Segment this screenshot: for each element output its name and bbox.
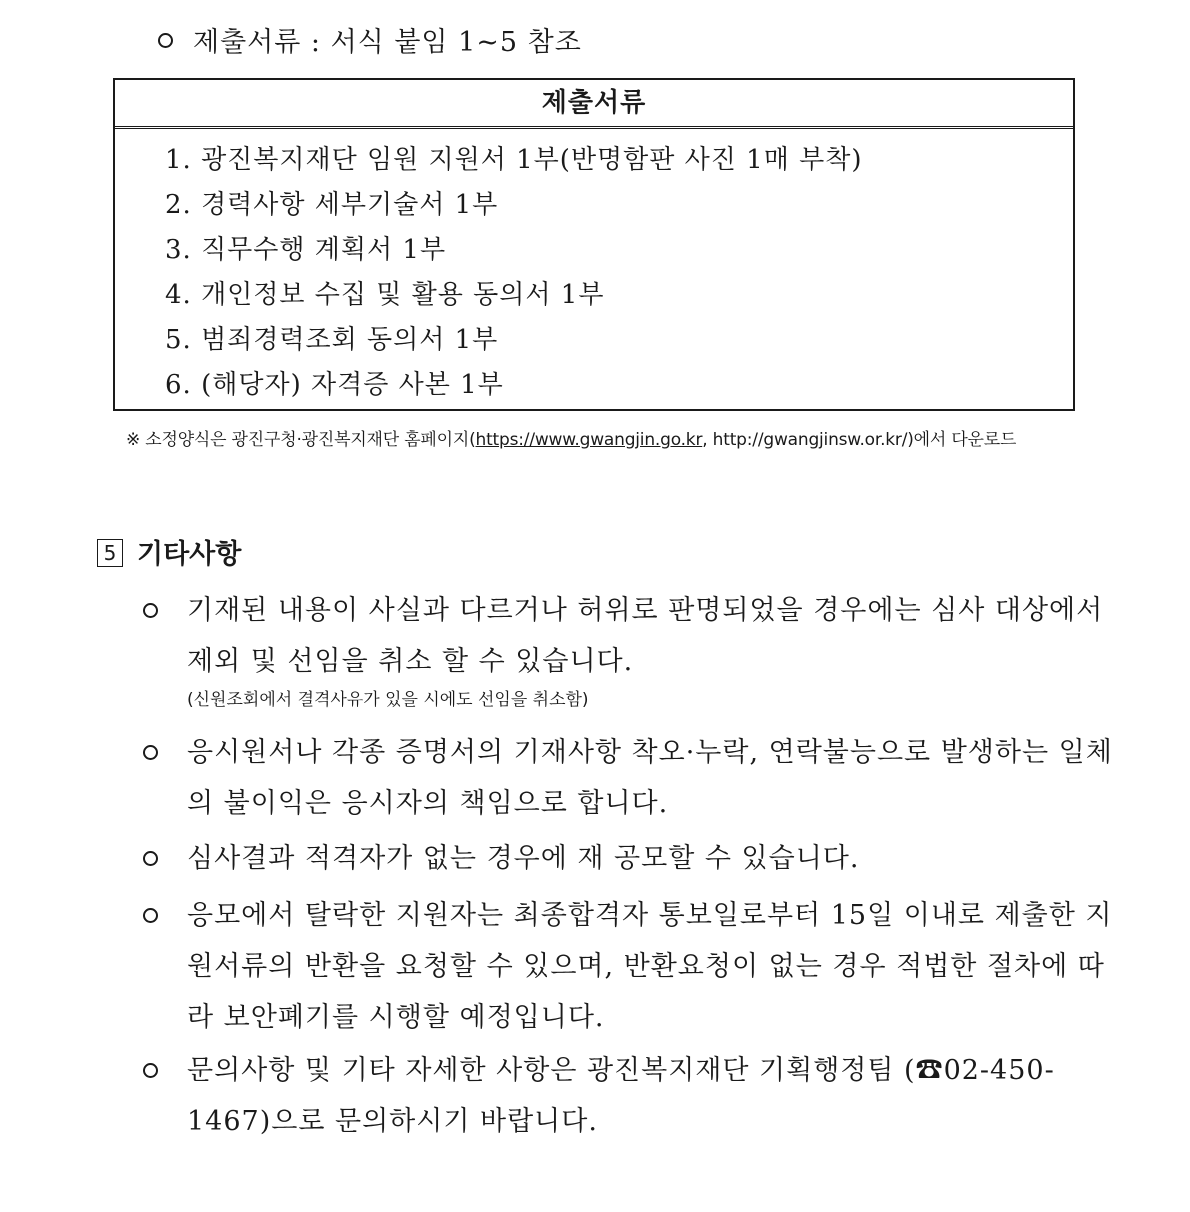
notice-text: 응시원서나 각종 증명서의 기재사항 착오·누락, 연락불능으로 발생하는 일체의 불이익은 응시자의 책임으로 합니다.: [187, 737, 1113, 819]
gwangjinsw-link[interactable]: http://gwangjinsw.or.kr/: [712, 430, 908, 450]
documents-table: [113, 78, 1075, 411]
note-suffix: )에서 다운로드: [907, 430, 1017, 450]
notice-item: [143, 585, 1118, 715]
gwangjin-link[interactable]: https://www.gwangjin.go.kr: [475, 430, 703, 450]
notice-item: [143, 1045, 1118, 1147]
notice-item: [143, 890, 1118, 1043]
notice-item: [143, 727, 1118, 829]
notice-text: 기재된 내용이 사실과 다르거나 허위로 판명되었을 경우에는 심사 대상에서 제외 및 선임을 취소 할 수 있습니다.: [187, 595, 1104, 677]
circle-bullet-icon: [143, 908, 158, 923]
intro-text: 제출서류 : 서식 붙임 1~5 참조: [193, 27, 582, 58]
document-item: 5. 범죄경력조회 동의서 1부: [165, 325, 499, 355]
documents-table-header: 제출서류: [115, 80, 1073, 129]
notice-text: 심사결과 적격자가 없는 경우에 재 공모할 수 있습니다.: [187, 843, 860, 874]
download-note: [126, 425, 1016, 450]
section-heading: [97, 532, 241, 571]
section-number-box: 5: [97, 539, 123, 567]
documents-list: [165, 138, 862, 408]
document-item: 2. 경력사항 세부기술서 1부: [165, 190, 499, 220]
notice-item: [143, 833, 1118, 884]
notice-text: 문의사항 및 기타 자세한 사항은 광진복지재단 기획행정팀 (☎02-450-1467)으로 문의하시기 바랍니다.: [187, 1055, 1055, 1137]
notice-text: 응모에서 탈락한 지원자는 최종합격자 통보일로부터 15일 이내로 제출한 지원서류의 반환을 요청할 수 있으며, 반환요청이 없는 경우 적법한 절차에 따라 보안폐기를 시행할 예정입니다.: [187, 900, 1113, 1033]
document-item: 1. 광진복지재단 임원 지원서 1부(반명함판 사진 1매 부착): [165, 145, 863, 175]
document-item: 3. 직무수행 계획서 1부: [165, 235, 447, 265]
section-title: 기타사항: [137, 539, 242, 570]
note-separator: ,: [702, 430, 713, 450]
document-item: 4. 개인정보 수집 및 활용 동의서 1부: [165, 280, 605, 310]
notice-subnote: (신원조회에서 결격사유가 있을 시에도 선임을 취소함): [187, 690, 589, 710]
circle-bullet-icon: [143, 745, 158, 760]
circle-bullet-icon: [158, 33, 173, 48]
intro-line: [158, 20, 582, 59]
circle-bullet-icon: [143, 851, 158, 866]
circle-bullet-icon: [143, 1063, 158, 1078]
document-item: 6. (해당자) 자격증 사본 1부: [165, 370, 504, 400]
note-prefix: ※ 소정양식은 광진구청·광진복지재단 홈페이지(: [126, 430, 476, 450]
circle-bullet-icon: [143, 603, 158, 618]
